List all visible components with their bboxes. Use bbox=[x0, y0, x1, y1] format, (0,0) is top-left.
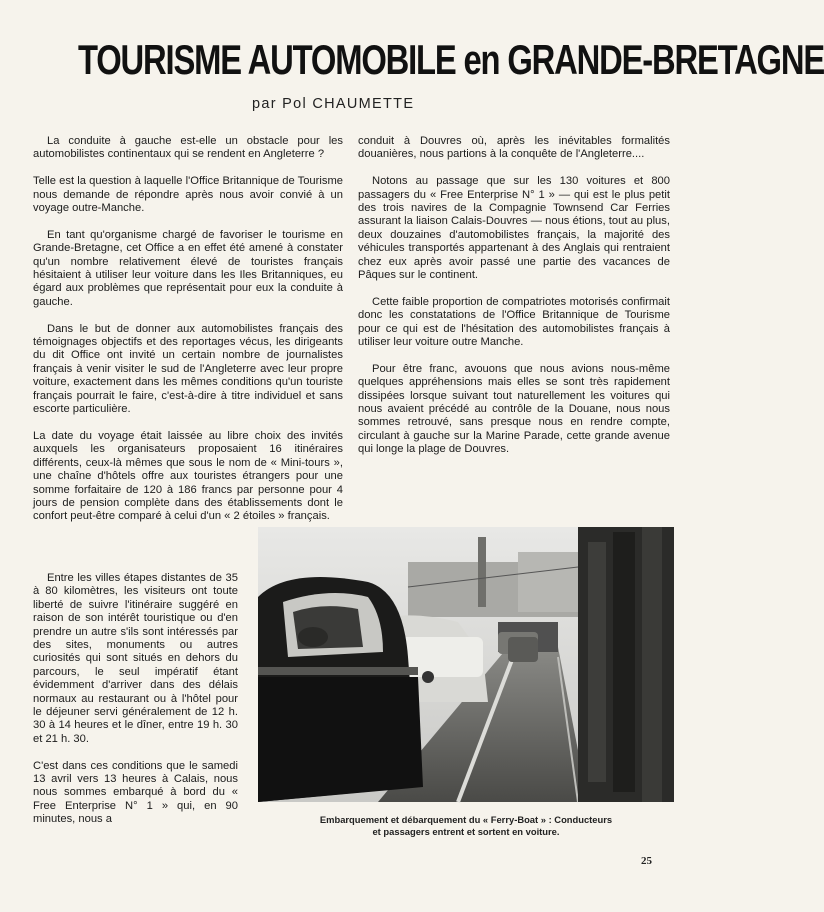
paragraph: Dans le but de donner aux automobilistes français des témoignages objectifs et des reportages vécus, les dirigeants du dit Office ont invité un certain nombre de journalistes français à venir visiter le sud de l'Angleterre avec leur propre voiture, exactement dans les mêmes conditions qu'un touriste français pourrait le faire, c'est-à-dire à titre individuel et sans escorte particulière. bbox=[33, 322, 343, 416]
ferry-photo bbox=[258, 527, 674, 802]
paragraph: En tant qu'organisme chargé de favoriser le tourisme en Grande-Bretagne, cet Office a en effet été amené à constater qu'un nombre relativement élevé de touristes français hésitaient à utiliser leur voiture dans les Iles Britanniques, eu égard aux problèmes que représentait pour eux la conduite à gauche. bbox=[33, 228, 343, 308]
caption-line: Embarquement et débarquement du « Ferry-Boat » : Conducteurs bbox=[319, 814, 613, 825]
paragraph: conduit à Douvres où, après les inévitables formalités douanières, nous partions à la conquête de l'Angleterre.... bbox=[358, 135, 670, 161]
paragraph: Notons au passage que sur les 130 voitures et 800 passagers du « Free Enterprise N° 1 » — qui est le plus petit des trois navires de la Compagnie Townsend Car Ferries assurant la liaison Calais-Douvres — nous étions, tout au plus, deux douzaines d'automobilistes français, la majorité des véhicules transportés appartenant à des Anglais qui rentraient chez eux après avoir passé une partie des vacances de Pâques sur le continent. bbox=[358, 175, 670, 282]
article-title: TOURISME AUTOMOBILE en GRANDE-BRETAGNE bbox=[77, 36, 824, 83]
paragraph: La date du voyage était laissée au libre choix des invités auxquels les organisateurs proposaient 16 itinéraires différents, ceux-là mêmes que sous le nom de « Mini-tours », une chaîne d'hôtels offre aux touristes étrangers pour une somme forfaitaire de 120 à 186 francs par personne pour 4 jours de pension complète dans des établissements dont le confort peut-être comparé à celui d'un « 2 étoiles » français. bbox=[33, 429, 343, 523]
paragraph: Cette faible proportion de compatriotes motorisés confirmait donc les constatations de l'Office Britannique de Tourisme pour ce qui est de l'hésitation des automobilistes français à utiliser leur voiture outre Manche. bbox=[358, 295, 670, 349]
photo-caption bbox=[258, 814, 674, 838]
right-column bbox=[358, 135, 670, 470]
ferry-car-deck-image bbox=[258, 527, 674, 802]
paragraph: Entre les villes étapes distantes de 35 à 80 kilomètres, les visiteurs ont toute liberté de suivre l'itinéraire suggéré en raison de son intérêt touristique ou d'en prendre un autre s'ils sont intéressés par des sites, monuments ou autres curiosités qui sont situés en dehors du parcours, le seul impératif étant évidemment d'arriver dans des délais normaux au restaurant ou à l'hôtel pour le déjeuner servi généralement de 12 h. 30 à 14 heures et le dîner, entre 19 h. 30 et 21 h. 30. bbox=[33, 572, 238, 745]
paragraph: La conduite à gauche est-elle un obstacle pour les automobilistes continentaux qui se rendent en Angleterre ? bbox=[33, 135, 343, 161]
article-byline: par Pol CHAUMETTE bbox=[252, 96, 415, 112]
left-column-top bbox=[33, 135, 343, 537]
paragraph: C'est dans ces conditions que le samedi 13 avril vers 13 heures à Calais, nous nous sommes embarqué à bord du « Free Enterprise N° 1 » qui, en 90 minutes, nous a bbox=[33, 759, 238, 826]
left-column-bottom bbox=[33, 572, 238, 840]
paragraph: Pour être franc, avouons que nous avions nous-même quelques appréhensions mais elles se sont très rapidement dissipées lorsque suivant tout naturellement les voitures qui nous avaient précédé au contrôle de la Douane, nous nous sommes retrouvé, sans presque nous en rendre compte, circulant à gauche sur la Marine Parade, cette grande avenue qui longe la plage de Douvres. bbox=[358, 362, 670, 456]
page-number: 25 bbox=[641, 855, 652, 867]
paragraph: Telle est la question à laquelle l'Office Britannique de Tourisme nous demande de répondre après nous avoir convié à un voyage outre-Manche. bbox=[33, 175, 343, 215]
caption-line: et passagers entrent et sortent en voiture. bbox=[372, 826, 560, 837]
